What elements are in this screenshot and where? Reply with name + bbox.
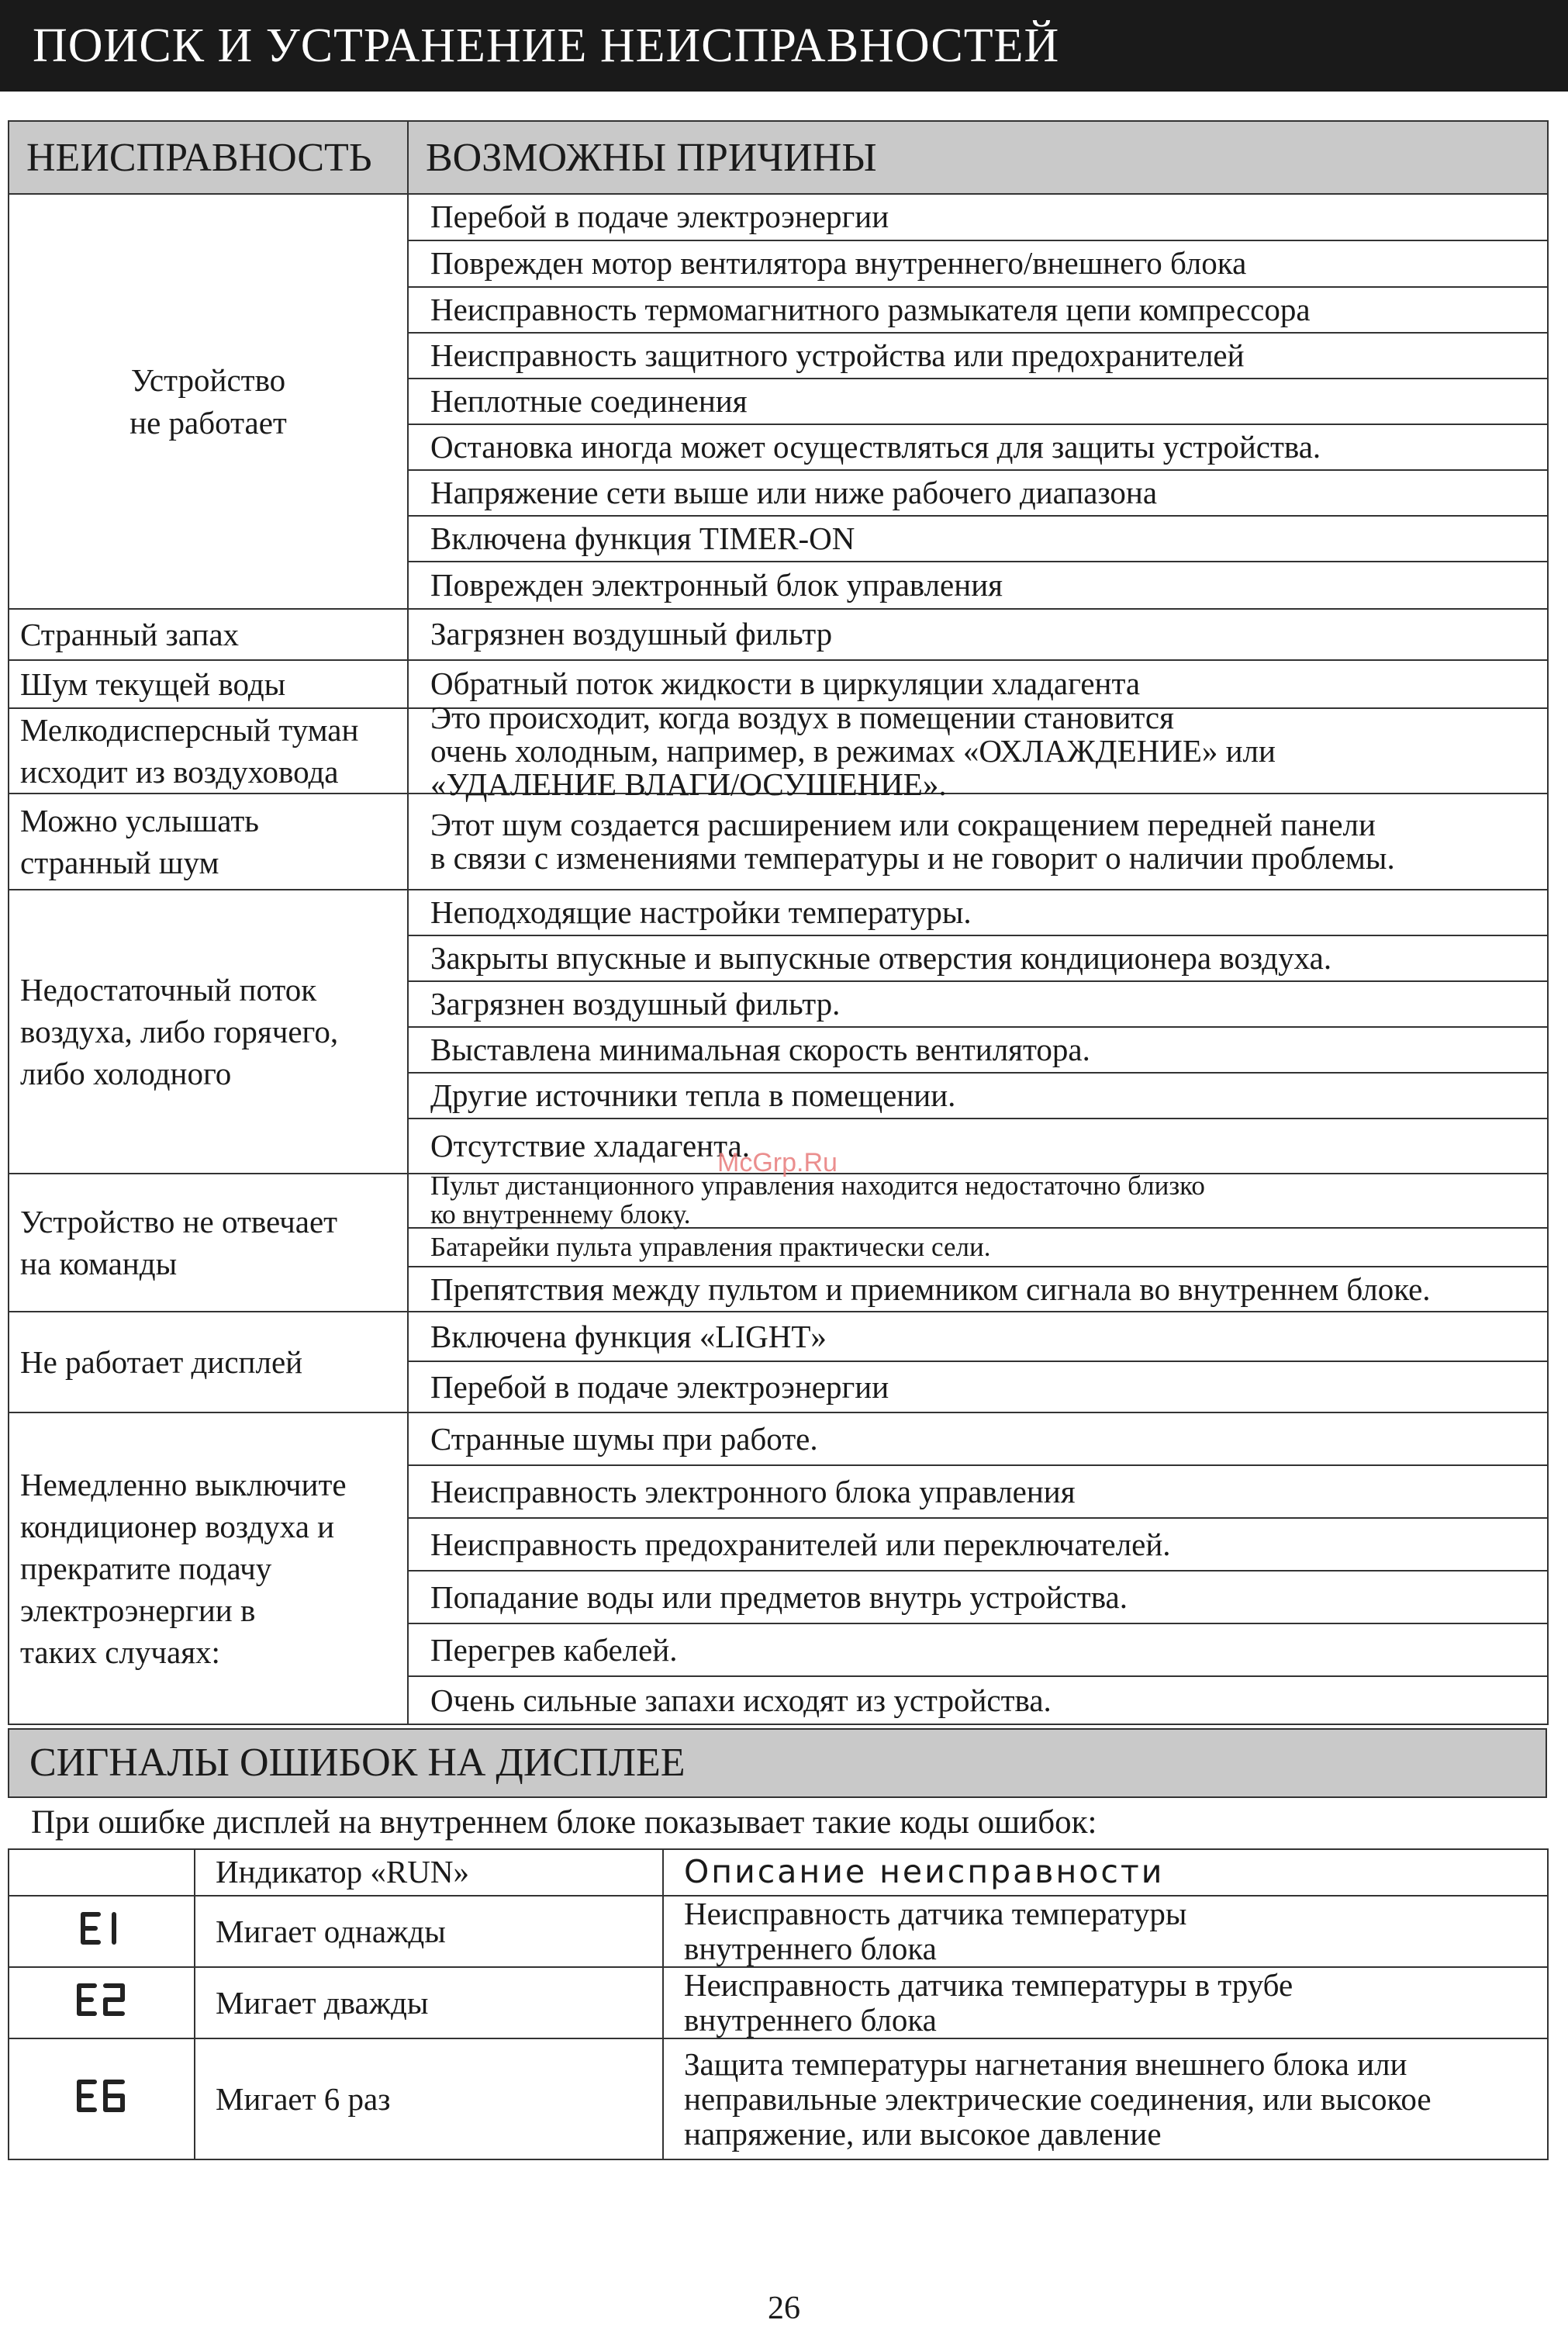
troubleshooting-row <box>9 1412 1548 1724</box>
cause-item: Выставлена минимальная скорость вентилятора. <box>409 1028 1547 1074</box>
fault-label: Устройство не работает <box>130 362 287 441</box>
cause-item: Включена функция «LIGHT» <box>409 1312 1547 1362</box>
error-description: Защита температуры нагнетания внешнего блока или неправильные электрические соединения, или высокое напряжение, или высокое давление <box>663 2038 1548 2159</box>
cause-item: Поврежден электронный блок управления <box>430 566 1003 603</box>
cause-item: Обратный поток жидкости в циркуляции хладагента <box>430 666 1141 702</box>
error-signals-intro: При ошибке дисплей на внутреннем блоке показывает такие коды ошибок: <box>31 1804 1097 1841</box>
cause-item: Перебой в подаче электроэнергии <box>409 195 1547 241</box>
cause-item: Закрыты впускные и выпускные отверстия кондиционера воздуха. <box>409 936 1547 982</box>
cause-item: Это происходит, когда воздух в помещении становится очень холодным, например, в режимах «ОХЛАЖДЕНИЕ» или «УДАЛЕНИЕ ВЛАГИ/ОСУШЕНИЕ». <box>430 699 1276 802</box>
cause-item: Перегрев кабелей. <box>409 1624 1547 1677</box>
error-code-e6-icon <box>9 2038 195 2159</box>
cause-item: Препятствия между пультом и приемником сигнала во внутреннем блоке. <box>430 1271 1431 1307</box>
fault-label: Немедленно выключите кондиционер воздуха и прекратите подачу электроэнергии в таких случаях: <box>20 1466 347 1671</box>
error-codes-table <box>8 1848 1549 2160</box>
run-indicator-text: Мигает дважды <box>195 1967 663 2038</box>
troubleshooting-row <box>9 1174 1548 1312</box>
cause-item: Неисправность предохранителей или переключателей. <box>409 1519 1547 1572</box>
causes-column-header: ВОЗМОЖНЫ ПРИЧИНЫ <box>408 121 1548 194</box>
error-description: Неисправность датчика температуры внутреннего блока <box>663 1896 1548 1967</box>
error-signals-title: СИГНАЛЫ ОШИБОК НА ДИСПЛЕЕ <box>8 1728 1547 1798</box>
fault-label: Можно услышать странный шум <box>20 803 259 881</box>
cause-item: Загрязнен воздушный фильтр <box>430 616 833 652</box>
indicator-column-header: Индикатор «RUN» <box>195 1849 663 1896</box>
troubleshooting-row <box>9 794 1548 890</box>
cause-item: Включена функция TIMER-ON <box>409 517 1547 562</box>
description-column-header: Описание неисправности <box>663 1849 1548 1896</box>
cause-item: Поврежден мотор вентилятора внутреннего/внешнего блока <box>409 241 1547 288</box>
troubleshooting-row <box>9 194 1548 609</box>
cause-item: Перебой в подаче электроэнергии <box>430 1368 889 1405</box>
fault-label: Устройство не отвечает на команды <box>20 1204 338 1282</box>
cause-item: Очень сильные запахи исходят из устройства. <box>430 1682 1052 1718</box>
troubleshooting-row <box>9 609 1548 660</box>
error-code-e1-icon <box>9 1896 195 1967</box>
troubleshooting-table <box>8 120 1549 1725</box>
fault-label: Шум текущей воды <box>20 666 286 702</box>
cause-item: Неплотные соединения <box>409 379 1547 425</box>
cause-item: Странные шумы при работе. <box>409 1413 1547 1466</box>
cause-item: Неисправность термомагнитного размыкателя цепи компрессора <box>409 288 1547 334</box>
error-description: Неисправность датчика температуры в трубе внутреннего блока <box>663 1967 1548 2038</box>
run-indicator-text: Мигает однажды <box>195 1896 663 1967</box>
error-code-row <box>9 1967 1548 2038</box>
run-indicator-text: Мигает 6 раз <box>195 2038 663 2159</box>
cause-item: Пульт дистанционного управления находится недостаточно близко ко внутреннему блоку. <box>409 1174 1547 1229</box>
cause-item: Неисправность защитного устройства или предохранителей <box>409 334 1547 379</box>
fault-label: Не работает дисплей <box>20 1344 303 1381</box>
cause-item: Отсутствие хладагента. <box>430 1128 750 1164</box>
cause-item: Загрязнен воздушный фильтр. <box>409 982 1547 1028</box>
fault-column-header: НЕИСПРАВНОСТЬ <box>9 121 408 194</box>
cause-item: Напряжение сети выше или ниже рабочего диапазона <box>409 471 1547 517</box>
watermark: McGrp.Ru <box>717 1148 838 1177</box>
error-code-e2-icon <box>9 1967 195 2038</box>
cause-item: Другие источники тепла в помещении. <box>409 1074 1547 1119</box>
page-number: 26 <box>768 2291 800 2326</box>
fault-label: Странный запах <box>20 616 240 652</box>
fault-label: Недостаточный поток воздуха, либо горячего, либо холодного <box>20 972 339 1092</box>
error-code-row <box>9 2038 1548 2159</box>
fault-label: Мелкодисперсный туман исходит из воздуховода <box>20 712 359 790</box>
troubleshooting-row <box>9 890 1548 1174</box>
page-title: ПОИСК И УСТРАНЕНИЕ НЕИСПРАВНОСТЕЙ <box>0 0 1568 92</box>
cause-item: Батарейки пульта управления практически сели. <box>409 1229 1547 1267</box>
cause-item: Неисправность электронного блока управления <box>409 1466 1547 1519</box>
troubleshooting-row <box>9 1312 1548 1412</box>
cause-item: Остановка иногда может осуществляться для защиты устройства. <box>409 425 1547 471</box>
cause-item: Попадание воды или предметов внутрь устройства. <box>409 1572 1547 1624</box>
cause-item: Этот шум создается расширением или сокращением передней панели в связи с изменениями температуры и не говорит о наличии проблемы. <box>430 807 1395 877</box>
error-code-row <box>9 1896 1548 1967</box>
cause-item: Неподходящие настройки температуры. <box>409 890 1547 936</box>
troubleshooting-row <box>9 708 1548 794</box>
code-column-header <box>9 1849 195 1896</box>
